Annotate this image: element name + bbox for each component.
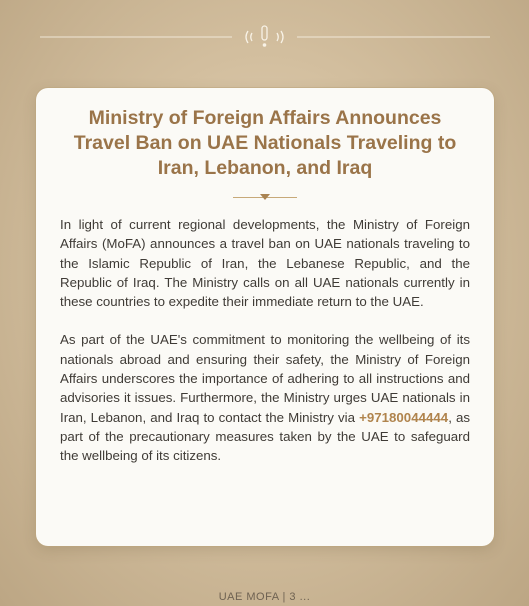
header-ornament <box>0 22 529 52</box>
title-divider <box>233 187 297 207</box>
paragraph-2-text-start: As part of the UAE's commitment to monitoring the wellbeing of its nationals abroad and ensuring their safety, the Ministry of Foreign Affairs underscores the importance of adhering to all instructions and advisories it issues. Furthermore, the Ministry urges UAE nationals in Iran, Lebanon, and Iraq to contact the Ministry via <box>60 332 470 425</box>
paragraph-1: In light of current regional developments, the Ministry of Foreign Affairs (MoFA) announces a travel ban on UAE nationals traveling to the Islamic Republic of Iran, the Lebanese Republic, and the Republic of Iraq. The Ministry calls on all UAE nationals currently in these countries to expedite their immediate return to the UAE. <box>60 217 470 310</box>
paragraph-2-text-end: , as part of the precautionary measures taken by the UAE to safeguard the wellbeing of its citizens. <box>60 409 470 464</box>
announcement-card <box>36 88 494 546</box>
divider-arrow-icon <box>260 194 270 200</box>
paragraph-2 <box>60 330 470 465</box>
broadcast-alert-icon <box>246 26 283 47</box>
footer-caption: UAE MOFA | 3 ... <box>218 591 311 603</box>
phone-number-link[interactable]: +97180044444 <box>359 409 449 425</box>
article-title: Ministry of Foreign Affairs Announces Travel Ban on UAE Nationals Traveling to Iran, Lebanon, and Iraq <box>73 107 457 179</box>
